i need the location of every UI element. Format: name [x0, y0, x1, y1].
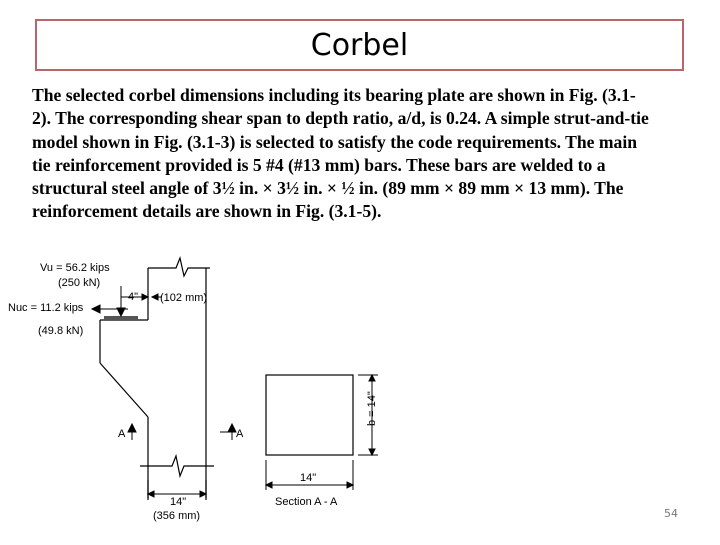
section-cut-markers — [128, 424, 236, 440]
paragraph-line: The selected corbel dimensions including its bearing plate are shown in Fig. (3.1- — [32, 85, 636, 105]
width-metric: (356 mm) — [153, 510, 201, 522]
section-mark-right: A — [236, 428, 244, 440]
vu-arrow — [117, 286, 125, 316]
page-number: 54 — [664, 507, 678, 520]
nuc-label: Nuc = 11.2 kips — [8, 302, 84, 314]
section-caption: Section A - A — [275, 496, 338, 508]
vu-label: Vu = 56.2 kips — [40, 262, 110, 274]
nuc-metric: (49.8 kN) — [38, 325, 84, 337]
slide-title: Corbel — [310, 27, 409, 63]
offset-metric: (102 mm) — [160, 292, 208, 304]
paragraph-line: model shown in Fig. (3.1-3) is selected to satisfy the code requirements. The main — [32, 131, 637, 152]
section-mark-left: A — [118, 428, 126, 440]
offset-label: 4" — [128, 291, 139, 303]
vu-metric: (250 kN) — [58, 277, 101, 289]
paragraph-line: 2). The corresponding shear span to depth ratio, a/d, is 0.24. A simple strut-and-tie — [32, 108, 649, 129]
corbel-figure — [0, 240, 720, 540]
width-label: 14" — [170, 496, 187, 508]
title-box — [35, 19, 684, 71]
section-b-label: b = 14" — [366, 391, 378, 426]
section-dimensions — [266, 375, 378, 490]
section-width-label: 14" — [300, 472, 317, 484]
body-paragraph — [32, 84, 692, 224]
section-square — [266, 375, 353, 455]
paragraph-line: tie reinforcement provided is 5 #4 (#13 mm) bars. These bars are welded to a — [32, 154, 606, 175]
corbel-drawing — [0, 240, 720, 540]
paragraph-line: structural steel angle of 3½ in. × 3½ in. × ½ in. (89 mm × 89 mm × 13 mm). The — [32, 178, 624, 199]
paragraph-line: reinforcement details are shown in Fig. (3.1-5). — [32, 201, 382, 222]
